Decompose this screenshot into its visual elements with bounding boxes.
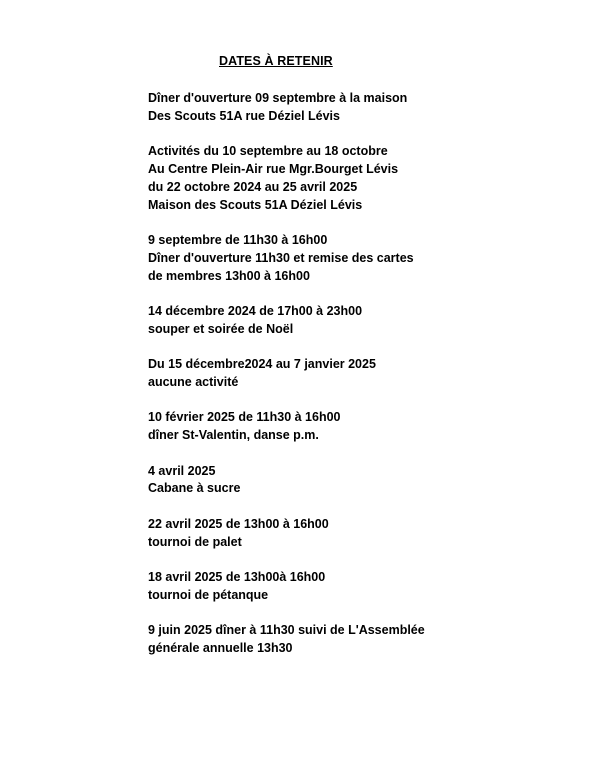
entry-line: Activités du 10 septembre au 18 octobre [148, 144, 388, 159]
entry-line: Du 15 décembre2024 au 7 janvier 2025 [148, 357, 376, 372]
entry-line: 18 avril 2025 de 13h00à 16h00 [148, 569, 326, 584]
list-item [148, 516, 588, 552]
list-item [148, 463, 588, 499]
list-item [148, 409, 588, 445]
list-item [148, 356, 588, 392]
entry-line: du 22 octobre 2024 au 25 avril 2025 [148, 179, 358, 194]
entry-line: Maison des Scouts 51A Déziel Lévis [148, 197, 363, 212]
entry-line: aucune activité [148, 374, 239, 389]
entry-line: 14 décembre 2024 de 17h00 à 23h00 [148, 303, 363, 318]
list-item [148, 232, 588, 285]
entry-line: 22 avril 2025 de 13h00 à 16h00 [148, 516, 329, 531]
entry-line: 9 septembre de 11h30 à 16h00 [148, 232, 328, 247]
entry-line: tournoi de palet [148, 534, 242, 549]
entry-line: 10 février 2025 de 11h30 à 16h00 [148, 410, 341, 425]
entry-line: de membres 13h00 à 16h00 [148, 268, 310, 283]
entry-line: souper et soirée de Noël [148, 321, 294, 336]
entry-line: 4 avril 2025 [148, 463, 216, 478]
entry-line: Des Scouts 51A rue Déziel Lévis [148, 108, 340, 123]
entry-line: dîner St-Valentin, danse p.m. [148, 428, 319, 443]
entry-line: 9 juin 2025 dîner à 11h30 suivi de L'Assemblée [148, 623, 425, 638]
list-item [148, 569, 588, 605]
entry-line: Dîner d'ouverture 09 septembre à la maison [148, 91, 408, 105]
list-item [148, 143, 588, 214]
dates-list [148, 90, 588, 675]
page-title: DATES À RETENIR [219, 54, 333, 68]
entry-line: Dîner d'ouverture 11h30 et remise des cartes [148, 250, 414, 265]
entry-line: Au Centre Plein-Air rue Mgr.Bourget Lévis [148, 161, 399, 176]
entry-line: Cabane à sucre [148, 481, 241, 496]
entry-line: générale annuelle 13h30 [148, 640, 293, 655]
list-item [148, 90, 588, 126]
list-item [148, 303, 588, 339]
entry-line: tournoi de pétanque [148, 587, 269, 602]
list-item [148, 622, 588, 658]
